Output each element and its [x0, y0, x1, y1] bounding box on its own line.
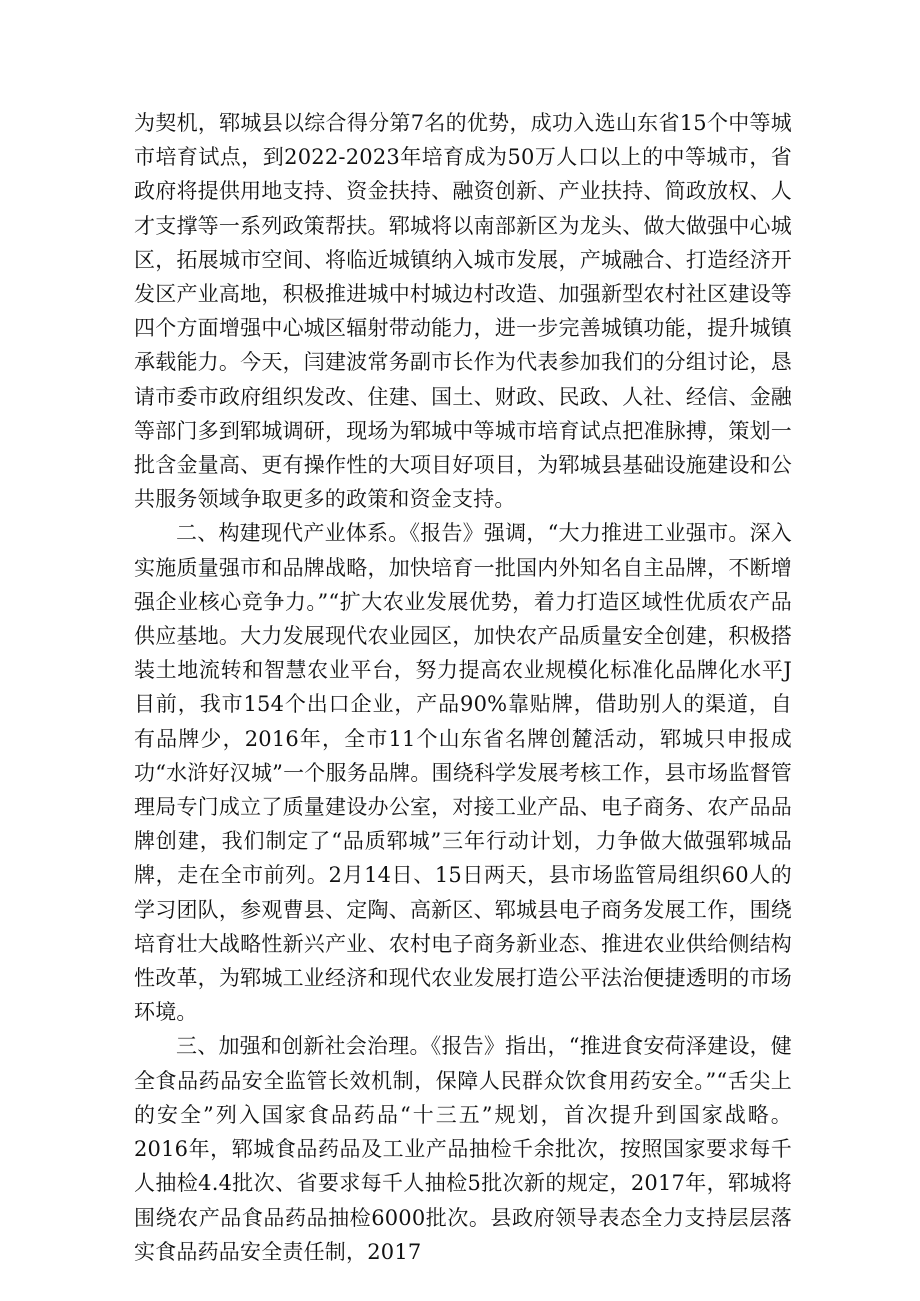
paragraph-social-governance: 三、加强和创新社会治理。《报告》指出，“推进食安荷泽建设，健全食品药品安全监管长效机制，保障人民群众饮食用药安全。”“舌尖上的安全”列入国家食品药品“十三五”规划，首次提升到国家战略。2016年，郓城食品药品及工业产品抽检千余批次，按照国家要求每千人抽检4.4批次、省要求每千人抽检5批次新的规定，2017年，郓城将围绕农产品食品药品抽检6000批次。县政府领导表态全力支持层层落实食品药品安全责任制，2017 — [134, 1034, 792, 1264]
paragraph-continuation: 为契机，郓城县以综合得分第7名的优势，成功入选山东省15个中等城市培育试点，到2022-2023年培育成为50万人口以上的中等城市，省政府将提供用地支持、资金扶持、融资创新、产业扶持、简政放权、人才支撑等一系列政策帮扶。郓城将以南部新区为龙头、做大做强中心城区，拓展城市空间、将临近城镇纳入城市发展，产城融合、打造经济开发区产业高地，积极推进城中村城边村改造、加强新型农村社区建设等四个方面增强中心城区辐射带动能力，进一步完善城镇功能，提升城镇承载能力。今天，闫建波常务副市长作为代表参加我们的分组讨论，恳请市委市政府组织发改、住建、国土、财政、民政、人社、经信、金融等部门多到郓城调研，现场为郓城中等城市培育试点把准脉搏，策划一批含金量高、更有操作性的大项目好项目，为郓城县基础设施建设和公共服务领域争取更多的政策和资金支持。 — [134, 111, 792, 512]
document-body — [134, 106, 792, 1269]
paragraph-industry-system: 二、构建现代产业体系。《报告》强调，“大力推进工业强市。深入实施质量强市和品牌战略，加快培育一批国内外知名自主品牌，不断增强企业核心竞争力。”“扩大农业发展优势，着力打造区域性优质农产品供应基地。大力发展现代农业园区，加快农产品质量安全创建，积极搭装土地流转和智慧农业平台，努力提高农业规模化标准化品牌化水平J目前，我市154个出口企业，产品90%靠贴牌，借助别人的渠道，自有品牌少，2016年，全市11个山东省名牌创麓活动，郓城只申报成功“水浒好汉城”一个服务品牌。围绕科学发展考核工作，县市场监督管理局专门成立了质量建设办公室，对接工业产品、电子商务、农产品品牌创建，我们制定了“品质郓城”三年行动计划，力争做大做强郓城品牌，走在全市前列。2月14日、15日两天，县市场监管局组织60人的学习团队，参观曹县、定陶、高新区、郓城县电子商务发展工作，围绕培育壮大战略性新兴产业、农村电子商务新业态、推进农业供给侧结构性改革，为郓城工业经济和现代农业发展打造公平法治便捷透明的市场环境。 — [134, 521, 792, 1025]
